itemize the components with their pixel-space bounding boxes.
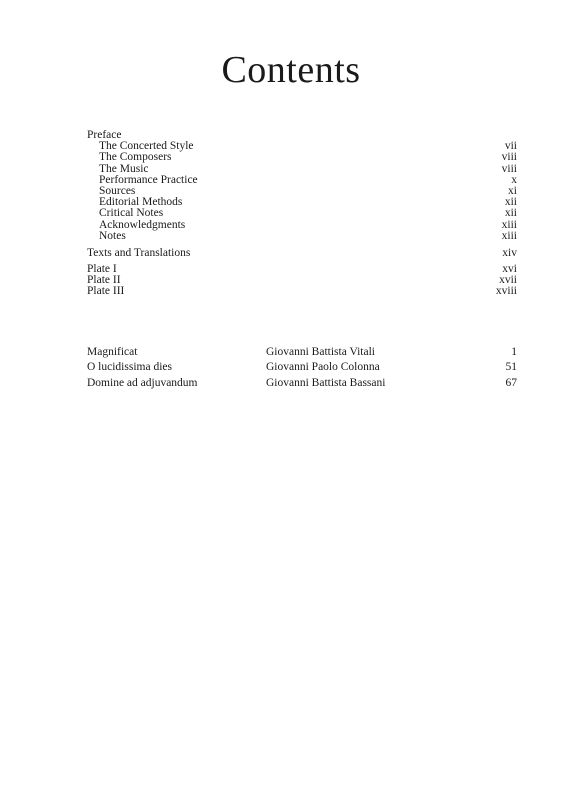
toc-entry	[87, 152, 517, 163]
work-entry	[87, 376, 517, 392]
toc-entry-label: Performance Practice	[99, 173, 198, 186]
toc-entry-page: xvii	[499, 274, 517, 287]
toc-entry-plate	[87, 264, 517, 275]
work-entry	[87, 360, 517, 376]
work-page: 1	[511, 345, 517, 358]
work-entry	[87, 345, 517, 361]
toc-entry	[87, 208, 517, 219]
work-title: Magnificat	[87, 345, 138, 358]
toc-entry-page: xii	[504, 196, 517, 209]
toc-entry	[87, 231, 517, 242]
work-title: Domine ad adjuvandum	[87, 376, 198, 389]
toc-entry-texts	[87, 248, 517, 259]
toc-entry-label: Acknowledgments	[99, 218, 186, 231]
toc-entry-page: viii	[501, 162, 517, 175]
toc-entry-page: xviii	[495, 285, 517, 298]
work-composer: Giovanni Battista Vitali	[266, 345, 375, 358]
table-of-contents	[87, 130, 517, 391]
toc-entry-page: xii	[504, 207, 517, 220]
toc-entry-label: Plate II	[87, 274, 121, 287]
toc-entry-label: Critical Notes	[99, 207, 164, 220]
work-title: O lucidissima dies	[87, 361, 172, 374]
works-list	[87, 345, 517, 392]
toc-entry-label: Plate I	[87, 263, 117, 276]
toc-entry	[87, 175, 517, 186]
toc-entry-page: x	[511, 173, 517, 186]
work-composer: Giovanni Battista Bassani	[266, 376, 386, 389]
page-title: Contents	[221, 49, 361, 91]
toc-entry-plate	[87, 275, 517, 286]
toc-entry-page: xiv	[502, 246, 517, 259]
preface-heading: Preface	[87, 129, 122, 141]
toc-entry	[87, 220, 517, 231]
toc-entry-label: The Concerted Style	[99, 140, 194, 153]
toc-entry-page: xi	[508, 184, 517, 197]
toc-entry-page: viii	[501, 151, 517, 164]
toc-entry-page: vii	[504, 140, 517, 153]
toc-entry-page: xvi	[502, 263, 517, 276]
toc-entry-label: Plate III	[87, 285, 125, 298]
work-page: 67	[505, 376, 517, 389]
toc-entry-label: The Music	[99, 162, 149, 175]
toc-entry-page: xiii	[501, 218, 517, 231]
work-composer: Giovanni Paolo Colonna	[266, 361, 380, 374]
toc-entry-label: Notes	[99, 229, 126, 242]
toc-entry-label: Editorial Methods	[99, 196, 183, 209]
toc-entry-plate	[87, 286, 517, 297]
work-page: 51	[505, 361, 517, 374]
toc-entry-label: Sources	[99, 184, 136, 197]
toc-entry-label: The Composers	[99, 151, 172, 164]
toc-entry-page: xiii	[501, 229, 517, 242]
toc-entry-label: Texts and Translations	[87, 246, 191, 259]
